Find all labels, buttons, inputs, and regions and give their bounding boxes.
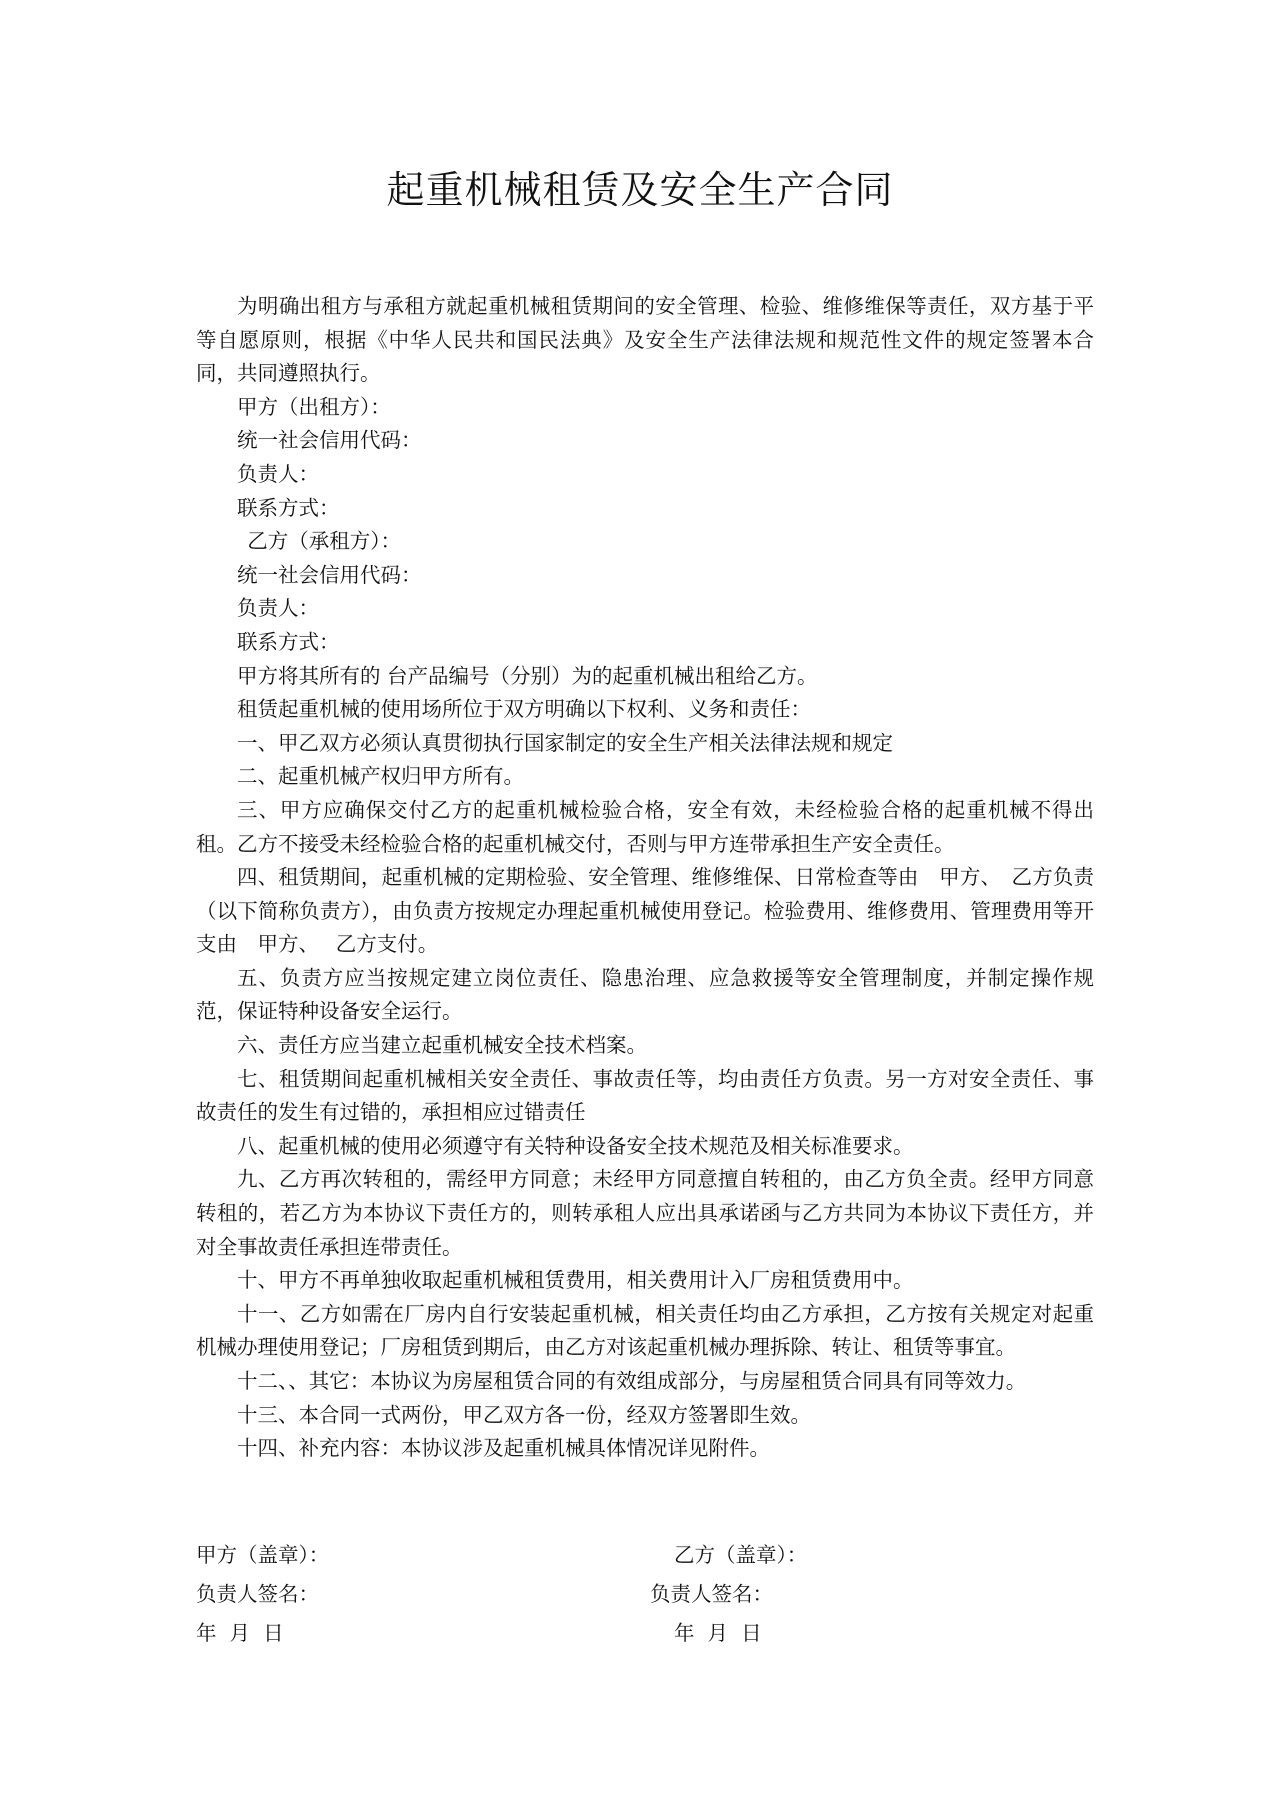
- clause-4: 四、租赁期间，起重机械的定期检验、安全管理、维修维保、日常检查等由 甲方、 乙方负责（以下简称负责方），由负责方按规定办理起重机械使用登记。检验费用、维修费用、管理费用等开支由 甲方、 乙方支付。: [196, 865, 1094, 957]
- clause-10: 十、甲方不再单独收取起重机械租赁费用，相关费用计入厂房租赁费用中。: [237, 1268, 914, 1293]
- party-b-representative: 负责人：: [237, 596, 319, 621]
- clause-7: 七、租赁期间起重机械相关安全责任、事故责任等，均由责任方负责。另一方对安全责任、事故责任的发生有过错的，承担相应过错责任: [196, 1066, 1094, 1125]
- party-b-heading: 乙方（承租方）：: [247, 529, 401, 554]
- clause-13: 十三、本合同一式两份，甲乙双方各一份，经双方签署即生效。: [237, 1402, 811, 1427]
- document-title: 起重机械租赁及安全生产合同: [386, 168, 894, 212]
- party-b-date-label: 年 月 日: [674, 1621, 762, 1645]
- clause-6: 六、责任方应当建立起重机械安全技术档案。: [237, 1033, 647, 1058]
- clause-11: 十一、乙方如需在厂房内自行安装起重机械，相关责任均由乙方承担，乙方按有关规定对起重机械办理使用登记；厂房租赁到期后，由乙方对该起重机械办理拆除、转让、租赁等事宜。: [196, 1301, 1094, 1360]
- party-a-heading: 甲方（出租方）：: [237, 394, 391, 419]
- party-b-seal-label: 乙方（盖章）：: [674, 1543, 808, 1567]
- party-a-signer-label: 负责人签名：: [196, 1582, 319, 1606]
- party-a-credit-code: 统一社会信用代码：: [237, 428, 422, 453]
- party-a-contact: 联系方式：: [237, 495, 340, 520]
- equipment-statement: 甲方将其所有的 台产品编号（分别）为的起重机械出租给乙方。: [237, 663, 818, 688]
- party-b-credit-code: 统一社会信用代码：: [237, 562, 422, 587]
- clause-2: 二、起重机械产权归甲方所有。: [237, 764, 524, 789]
- preamble-paragraph: 为明确出租方与承租方就起重机械租赁期间的安全管理、检验、维修维保等责任，双方基于平等自愿原则，根据《中华人民共和国民法典》及安全生产法律法规和规范性文件的规定签署本合同，共同遵照执行。: [196, 294, 1094, 386]
- usage-location-statement: 租赁起重机械的使用场所位于双方明确以下权利、义务和责任：: [237, 697, 811, 722]
- party-b-contact: 联系方式：: [237, 629, 340, 654]
- party-b-signature-block: [650, 1536, 807, 1653]
- clause-14: 十四、补充内容：本协议涉及起重机械具体情况详见附件。: [237, 1436, 770, 1461]
- party-a-seal-label: 甲方（盖章）：: [196, 1543, 330, 1567]
- party-a-representative: 负责人：: [237, 461, 319, 486]
- clause-8: 八、起重机械的使用必须遵守有关特种设备安全技术规范及相关标准要求。: [237, 1133, 914, 1158]
- clause-9: 九、乙方再次转租的，需经甲方同意；未经甲方同意擅自转租的，由乙方负全责。经甲方同意转租的，若乙方为本协议下责任方的，则转承租人应出具承诺函与乙方共同为本协议下责任方，并对全事故责任承担连带责任。: [196, 1167, 1094, 1259]
- party-a-date-label: 年 月 日: [196, 1621, 284, 1645]
- party-b-signer-label: 负责人签名：: [650, 1582, 773, 1606]
- clause-1: 一、甲乙双方必须认真贯彻执行国家制定的安全生产相关法律法规和规定: [237, 730, 893, 755]
- party-a-signature-block: [196, 1536, 329, 1653]
- clause-5: 五、负责方应当按规定建立岗位责任、隐患治理、应急救援等安全管理制度，并制定操作规范，保证特种设备安全运行。: [196, 965, 1094, 1024]
- contract-body: [196, 290, 1094, 1466]
- clause-12: 十二、、其它：本协议为房屋租赁合同的有效组成部分，与房屋租赁合同具有同等效力。: [237, 1369, 1027, 1393]
- clause-3: 三、甲方应确保交付乙方的起重机械检验合格，安全有效，未经检验合格的起重机械不得出租。乙方不接受未经检验合格的起重机械交付，否则与甲方连带承担生产安全责任。: [196, 797, 1094, 856]
